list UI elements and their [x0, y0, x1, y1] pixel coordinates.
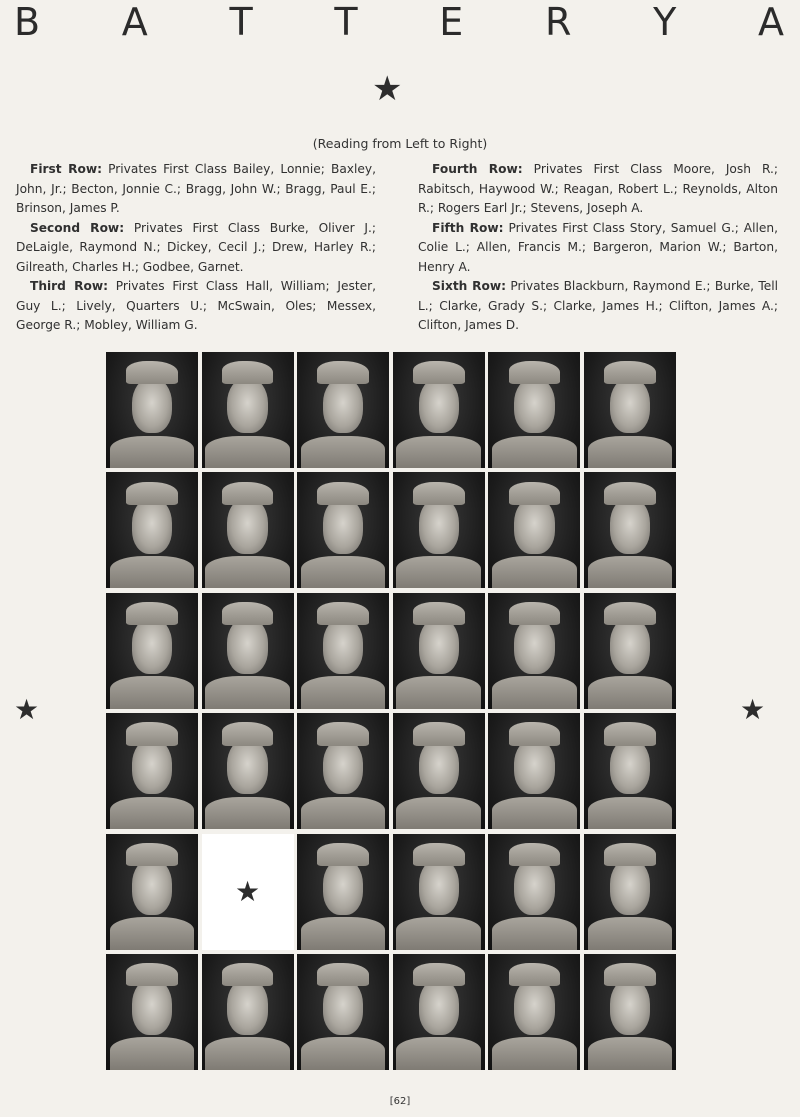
portrait-face: [610, 859, 650, 915]
portrait-photo: [584, 593, 676, 709]
portrait-face: [132, 859, 172, 915]
portrait-photo: [584, 472, 676, 588]
row-label: Second Row:: [30, 220, 125, 235]
portrait-body: [110, 917, 195, 949]
portrait-photo: [106, 954, 198, 1070]
caption-paragraph: [418, 219, 778, 278]
portrait-face: [610, 979, 650, 1035]
title-letter: R: [544, 0, 572, 44]
portrait-face: [323, 979, 363, 1035]
portrait-grid: [106, 352, 676, 1070]
portrait-body: [588, 436, 673, 468]
portrait-body: [492, 676, 577, 708]
portrait-cap: [413, 843, 465, 866]
portrait-body: [301, 676, 386, 708]
caption-left-column: [16, 160, 376, 336]
portrait-body: [492, 797, 577, 829]
portrait-face: [610, 498, 650, 554]
portrait-body: [492, 1037, 577, 1069]
portrait-body: [205, 1037, 290, 1069]
row-names: Privates First Class Moore, Josh R.; Rabitsch, Haywood W.; Reagan, Robert L.; Reynolds, Alton R.; Rogers Earl Jr.; Stevens, Joseph A.: [418, 162, 778, 215]
portrait-cap: [604, 482, 656, 505]
title-letter: A: [757, 0, 784, 44]
portrait-photo: [202, 713, 294, 829]
portrait-face: [132, 979, 172, 1035]
portrait-cap: [413, 602, 465, 625]
portrait-photo: [393, 954, 485, 1070]
portrait-body: [110, 797, 195, 829]
portrait-cap: [126, 361, 178, 384]
portrait-face: [132, 498, 172, 554]
portrait-body: [205, 797, 290, 829]
portrait-body: [110, 676, 195, 708]
portrait-face: [514, 739, 554, 795]
portrait-photo: [297, 834, 389, 950]
portrait-photo: [297, 713, 389, 829]
portrait-face: [514, 979, 554, 1035]
portrait-cap: [509, 963, 561, 986]
portrait-photo: [488, 472, 580, 588]
portrait-cap: [222, 963, 274, 986]
portrait-face: [227, 739, 267, 795]
portrait-body: [301, 436, 386, 468]
portrait-face: [323, 618, 363, 674]
portrait-photo: [393, 834, 485, 950]
portrait-cap: [317, 963, 369, 986]
caption-columns: [16, 160, 778, 336]
star-icon: ★: [740, 693, 766, 726]
row-names: Privates First Class Hall, William; Jester, Guy L.; Lively, Quarters U.; McSwain, Oles; Messex, George R.; Mobley, William G.: [16, 279, 376, 332]
portrait-photo: [393, 593, 485, 709]
portrait-photo: [202, 954, 294, 1070]
portrait-face: [514, 378, 554, 434]
title-letter: T: [334, 0, 358, 44]
portrait-photo: [393, 713, 485, 829]
portrait-body: [205, 676, 290, 708]
empty-portrait-slot: [202, 834, 294, 950]
row-names: Privates First Class Story, Samuel G.; Allen, Colie L.; Allen, Francis M.; Bargeron, Marion W.; Barton, Henry A.: [418, 220, 778, 274]
row-label: Fifth Row:: [432, 220, 504, 235]
portrait-body: [588, 1037, 673, 1069]
portrait-body: [110, 436, 195, 468]
portrait-body: [396, 917, 481, 949]
portrait-body: [301, 917, 386, 949]
portrait-face: [227, 378, 267, 434]
portrait-face: [419, 498, 459, 554]
portrait-face: [419, 378, 459, 434]
portrait-body: [301, 556, 386, 588]
portrait-cap: [222, 482, 274, 505]
portrait-body: [205, 556, 290, 588]
row-label: Fourth Row:: [432, 162, 523, 176]
portrait-photo: [488, 954, 580, 1070]
portrait-face: [227, 498, 267, 554]
portrait-body: [396, 436, 481, 468]
portrait-body: [110, 556, 195, 588]
portrait-face: [610, 378, 650, 434]
portrait-body: [492, 556, 577, 588]
portrait-face: [132, 378, 172, 434]
portrait-face: [419, 859, 459, 915]
star-icon: ★: [372, 69, 403, 109]
title-letter: A: [121, 0, 148, 44]
portrait-cap: [509, 361, 561, 384]
portrait-photo: [584, 954, 676, 1070]
portrait-photo: [488, 593, 580, 709]
portrait-cap: [413, 482, 465, 505]
title-letter: Y: [653, 0, 677, 44]
portrait-cap: [222, 602, 274, 625]
portrait-body: [588, 797, 673, 829]
portrait-photo: [488, 713, 580, 829]
title-letter: E: [439, 0, 464, 44]
portrait-cap: [604, 361, 656, 384]
portrait-face: [610, 618, 650, 674]
portrait-photo: [297, 352, 389, 468]
portrait-cap: [126, 843, 178, 866]
portrait-face: [419, 979, 459, 1035]
portrait-body: [396, 556, 481, 588]
portrait-face: [610, 739, 650, 795]
portrait-body: [205, 436, 290, 468]
portrait-cap: [317, 602, 369, 625]
portrait-cap: [126, 722, 178, 745]
portrait-face: [227, 618, 267, 674]
row-label: First Row:: [30, 162, 102, 176]
portrait-body: [492, 436, 577, 468]
portrait-photo: [488, 834, 580, 950]
portrait-body: [588, 676, 673, 708]
portrait-cap: [317, 361, 369, 384]
portrait-face: [514, 618, 554, 674]
portrait-photo: [202, 593, 294, 709]
portrait-cap: [126, 602, 178, 625]
portrait-photo: [106, 834, 198, 950]
portrait-face: [227, 979, 267, 1035]
portrait-body: [301, 1037, 386, 1069]
portrait-photo: [393, 472, 485, 588]
caption-paragraph: [418, 277, 778, 336]
star-icon: ★: [235, 875, 261, 909]
portrait-cap: [222, 722, 274, 745]
portrait-photo: [393, 352, 485, 468]
portrait-photo: [106, 593, 198, 709]
portrait-cap: [317, 722, 369, 745]
star-icon: ★: [14, 693, 40, 726]
portrait-face: [514, 859, 554, 915]
row-names: Privates First Class Burke, Oliver J.; DeLaigle, Raymond N.; Dickey, Cecil J.; Drew, Harley R.; Gilreath, Charles H.; Godbee, Garnet.: [16, 220, 376, 274]
portrait-photo: [584, 834, 676, 950]
row-names: Privates Blackburn, Raymond E.; Burke, Tell L.; Clarke, Grady S.; Clarke, James H.; Clifton, James A.; Clifton, James D.: [418, 279, 779, 332]
caption-right-column: [418, 160, 778, 336]
portrait-cap: [509, 722, 561, 745]
reading-note: (Reading from Left to Right): [312, 136, 488, 151]
portrait-cap: [317, 482, 369, 505]
portrait-cap: [222, 361, 274, 384]
portrait-cap: [126, 963, 178, 986]
portrait-cap: [509, 602, 561, 625]
portrait-body: [588, 917, 673, 949]
portrait-body: [396, 797, 481, 829]
portrait-cap: [604, 602, 656, 625]
portrait-face: [132, 618, 172, 674]
portrait-photo: [584, 352, 676, 468]
portrait-photo: [202, 472, 294, 588]
portrait-photo: [297, 472, 389, 588]
portrait-face: [323, 498, 363, 554]
portrait-cap: [413, 361, 465, 384]
caption-paragraph: [418, 160, 778, 219]
portrait-photo: [106, 713, 198, 829]
portrait-face: [419, 739, 459, 795]
page-title: [14, 0, 784, 44]
caption-paragraph: [16, 160, 376, 219]
portrait-cap: [126, 482, 178, 505]
portrait-cap: [604, 963, 656, 986]
row-names: Privates First Class Bailey, Lonnie; Baxley, John, Jr.; Becton, Jonnie C.; Bragg, John W.; Bragg, Paul E.; Brinson, James P.: [16, 162, 376, 215]
caption-paragraph: [16, 277, 376, 336]
portrait-cap: [413, 722, 465, 745]
portrait-body: [396, 1037, 481, 1069]
portrait-photo: [584, 713, 676, 829]
portrait-body: [396, 676, 481, 708]
portrait-cap: [317, 843, 369, 866]
portrait-photo: [297, 593, 389, 709]
portrait-photo: [202, 352, 294, 468]
portrait-body: [588, 556, 673, 588]
portrait-cap: [413, 963, 465, 986]
portrait-face: [323, 859, 363, 915]
portrait-body: [110, 1037, 195, 1069]
portrait-cap: [509, 843, 561, 866]
portrait-face: [323, 739, 363, 795]
page-number: [62]: [389, 1096, 411, 1107]
portrait-photo: [297, 954, 389, 1070]
portrait-face: [323, 378, 363, 434]
portrait-face: [132, 739, 172, 795]
portrait-face: [419, 618, 459, 674]
portrait-body: [301, 797, 386, 829]
row-label: Third Row:: [30, 279, 108, 293]
title-letter: T: [229, 0, 253, 44]
title-letter: B: [14, 0, 41, 44]
portrait-photo: [106, 472, 198, 588]
caption-paragraph: [16, 219, 376, 278]
portrait-body: [492, 917, 577, 949]
portrait-photo: [106, 352, 198, 468]
portrait-cap: [604, 722, 656, 745]
portrait-cap: [509, 482, 561, 505]
portrait-cap: [604, 843, 656, 866]
row-label: Sixth Row:: [432, 279, 506, 293]
portrait-photo: [488, 352, 580, 468]
portrait-face: [514, 498, 554, 554]
